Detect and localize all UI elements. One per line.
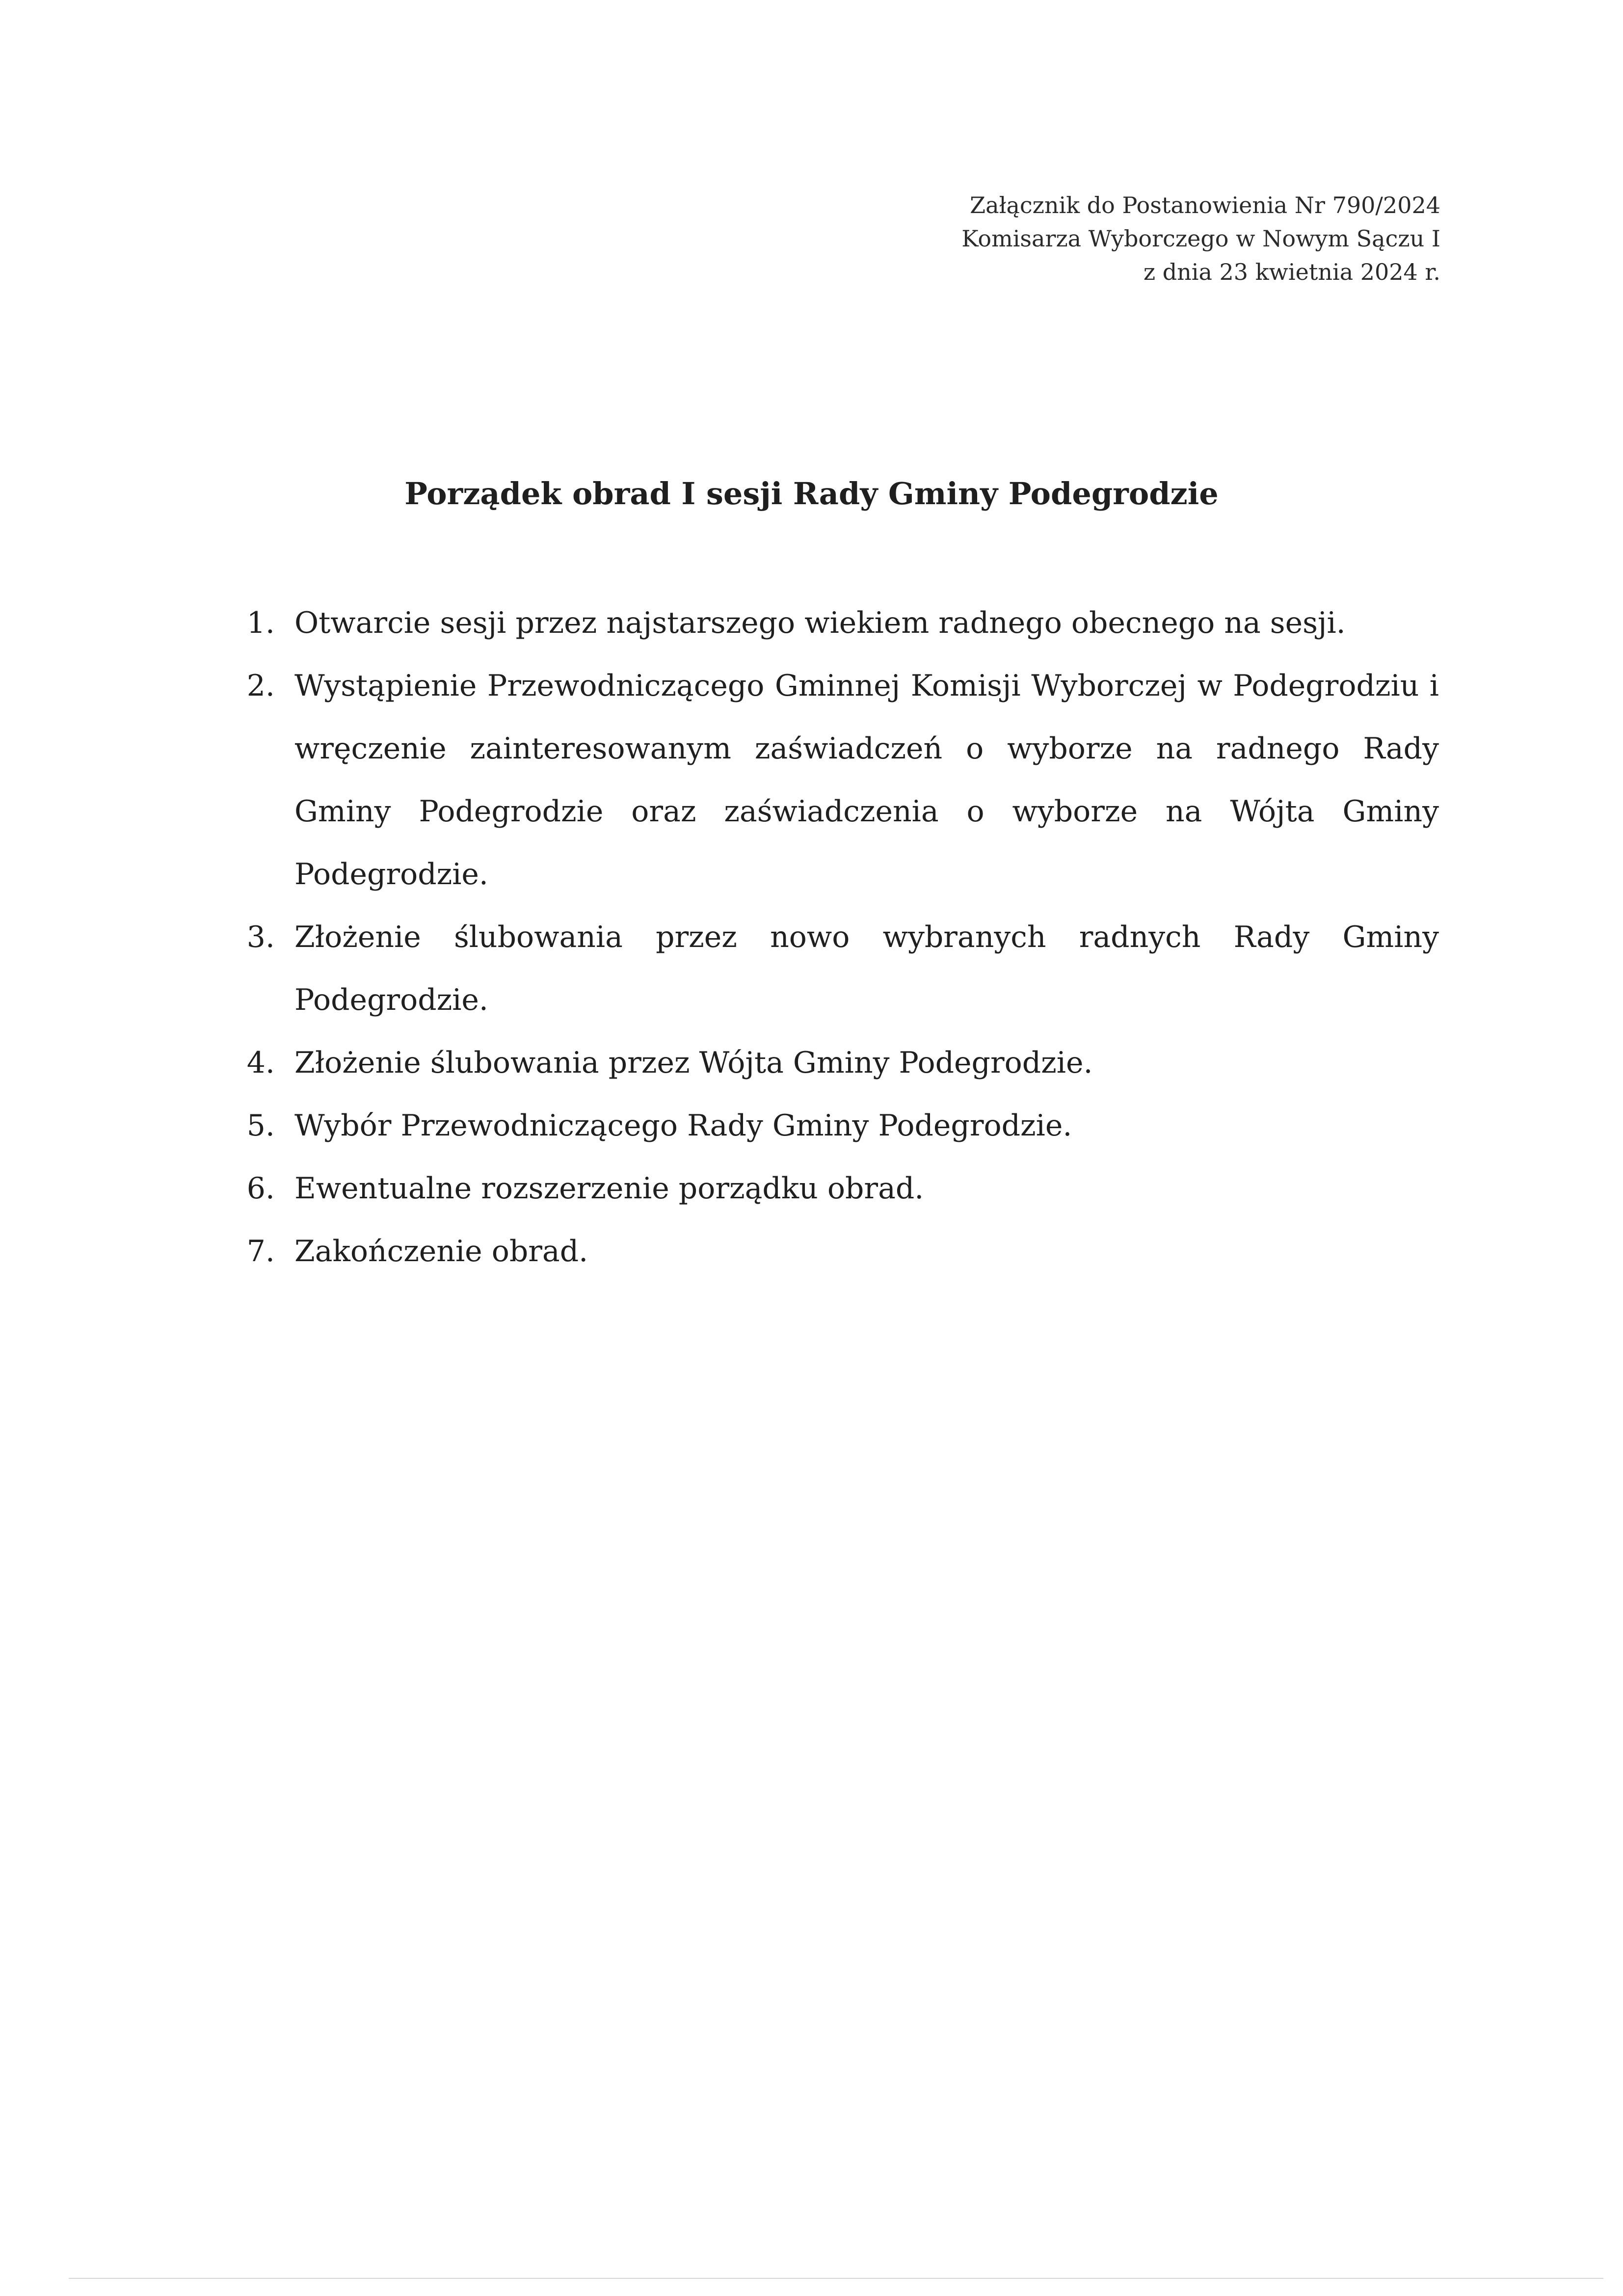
agenda-item-number: 3. bbox=[246, 920, 275, 954]
agenda-list bbox=[231, 592, 1439, 1283]
agenda-item-number: 4. bbox=[246, 1046, 275, 1080]
agenda-item-number: 7. bbox=[246, 1234, 275, 1269]
agenda-item-text: Wystąpienie Przewodniczącego Gminnej Komisji Wyborczej w Podegrodziu i wręczenie zainteresowanym zaświadczeń o wyborze na radnego Rady Gminy Podegrodzie oraz zaświadczenia o wyborze na Wójta Gminy Podegrodzie. bbox=[294, 669, 1439, 891]
agenda-item-text: Wybór Przewodniczącego Rady Gminy Podegrodzie. bbox=[294, 1108, 1072, 1143]
agenda-item-number: 1. bbox=[246, 606, 275, 640]
agenda-item bbox=[231, 592, 1439, 654]
agenda-item bbox=[231, 1094, 1439, 1157]
agenda-item bbox=[231, 1157, 1439, 1220]
document-title: Porządek obrad I sesji Rady Gminy Podegrodzie bbox=[404, 476, 1219, 512]
agenda-item bbox=[231, 654, 1439, 906]
agenda-item-number: 6. bbox=[246, 1171, 275, 1206]
agenda-item-number: 2. bbox=[246, 669, 275, 703]
agenda-item bbox=[231, 1031, 1439, 1094]
scan-edge-divider bbox=[69, 2278, 1603, 2279]
agenda-item-text: Zakończenie obrad. bbox=[294, 1234, 588, 1269]
agenda-item bbox=[231, 1220, 1439, 1283]
attachment-note-line: z dnia 23 kwietnia 2024 r. bbox=[1143, 259, 1440, 285]
agenda-item-text: Otwarcie sesji przez najstarszego wiekiem radnego obecnego na sesji. bbox=[294, 606, 1346, 640]
agenda-item-text: Złożenie ślubowania przez Wójta Gminy Podegrodzie. bbox=[294, 1046, 1093, 1080]
agenda-item bbox=[231, 906, 1439, 1031]
agenda-item-text: Złożenie ślubowania przez nowo wybranych radnych Rady Gminy Podegrodzie. bbox=[294, 920, 1439, 1017]
attachment-note-line: Komisarza Wyborczego w Nowym Sączu I bbox=[961, 225, 1440, 252]
agenda-item-text: Ewentualne rozszerzenie porządku obrad. bbox=[294, 1171, 924, 1206]
agenda-item-number: 5. bbox=[246, 1108, 275, 1143]
attachment-note-line: Załącznik do Postanowienia Nr 790/2024 bbox=[970, 192, 1440, 218]
attachment-note bbox=[753, 189, 1440, 289]
